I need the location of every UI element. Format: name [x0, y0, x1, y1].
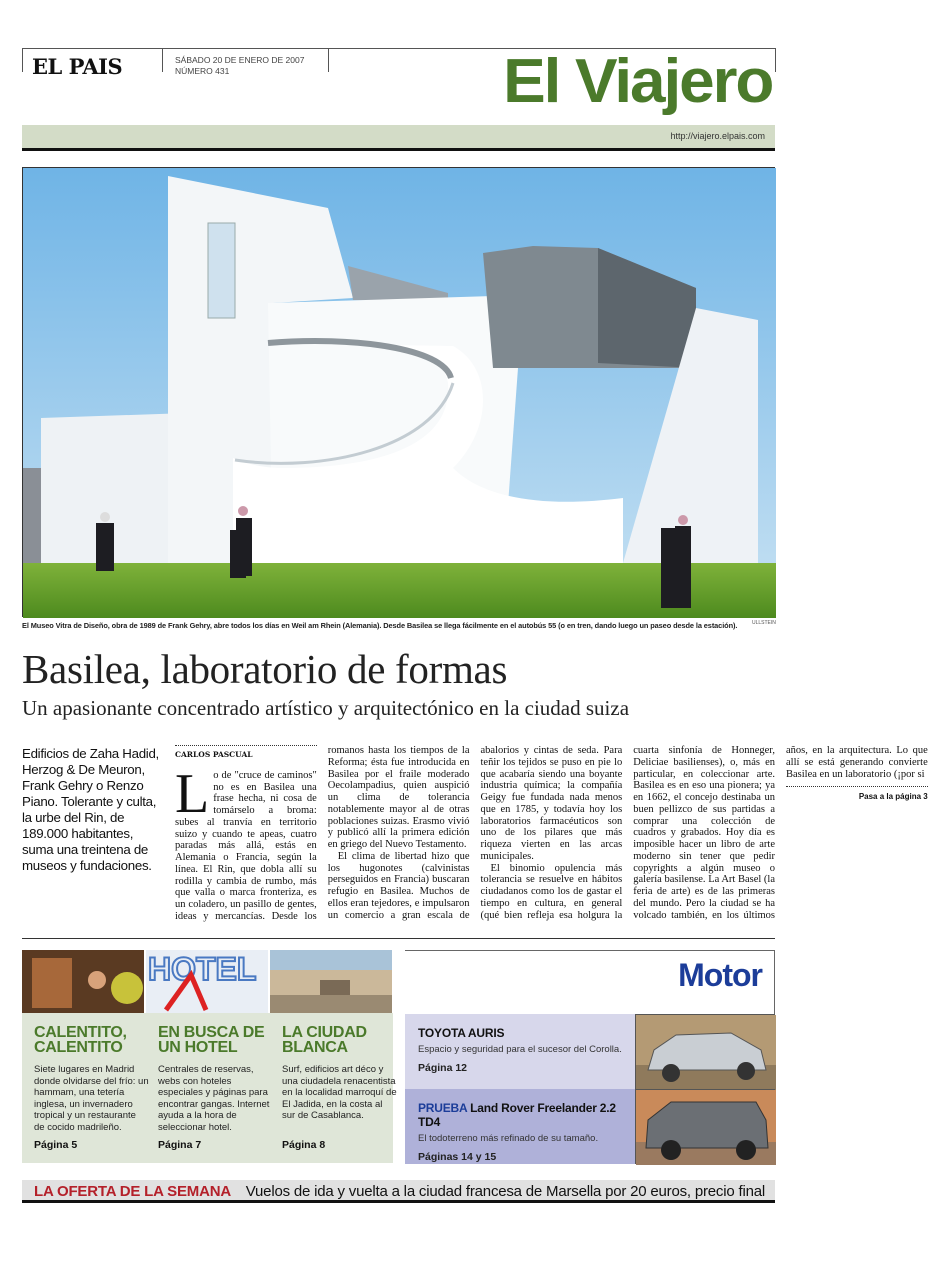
- motor-item-page: Páginas 14 y 15: [418, 1151, 497, 1163]
- motor-logo: Motor: [678, 957, 762, 993]
- continued-link[interactable]: Pasa a la página 3: [786, 786, 928, 803]
- paragraph-text: o de "cruce de caminos" no es en Basilea una frase hecha, ni cosa de tomárselo a broma: subes al tranvía en territorio suizo y cuando te apeas, cuatro paradas más allá, estás en Alemania o Francia, según la línea. El Rin, que dobla allí su rodilla y cambia de rumbo, más que valla o marca fronteriza, es un coladero, un pasillo de gentes, ideas y mercancías. Desde los romanos hasta los tiempos de la Reforma; ésta fue introducida en Basilea por el fraile moderado Oecolampadius, quien auspició un clima de tolerancia notablemente mayor al de otras poblaciones suizas. Erasmo vivió y publicó allí la primera edición en griego del Nuevo Testamento.: [175, 745, 470, 922]
- header-rule: [22, 148, 775, 151]
- article-body: [175, 745, 928, 923]
- promo-image-city[interactable]: [270, 950, 392, 1013]
- weekly-offer-bar[interactable]: [22, 1180, 775, 1203]
- drop-cap: L: [175, 762, 210, 825]
- toyota-photo[interactable]: [635, 1014, 775, 1089]
- promo-image-cafe[interactable]: [22, 950, 144, 1013]
- promo-page: Página 5: [34, 1139, 78, 1151]
- divider: [328, 48, 329, 72]
- promo-page: Página 7: [158, 1139, 202, 1151]
- promo-text: Siete lugares en Madrid donde olvidarse del frío: un hammam, una tetería inglesa, un invernadero tropical y un restaurante de cocido madrileño.: [34, 1064, 149, 1133]
- vitra-museum-photo: [23, 168, 776, 618]
- promo-text: Centrales de reservas, webs con hoteles especiales y páginas para encontrar gangas. Internet ayuda a la hora de seleccionar hotel.: [158, 1064, 270, 1133]
- motor-item-title: [418, 1101, 622, 1129]
- section-url[interactable]: http://viajero.elpais.com: [670, 131, 765, 141]
- promo-card[interactable]: [158, 1024, 273, 1151]
- motor-item-page: Página 12: [418, 1062, 468, 1074]
- issue-number: NÚMERO 431: [175, 66, 230, 76]
- promo-text: Surf, edificios art déco y una ciudadela renacentista en la localidad marroquí de El Jadida, en la costa al sur de Casablanca.: [282, 1064, 397, 1121]
- motor-title-text: Land Rover Freelander 2.2 TD4: [418, 1101, 616, 1129]
- promo-box: [22, 1013, 397, 1163]
- offer-label: LA OFERTA DE LA SEMANA: [34, 1183, 231, 1200]
- motor-kicker: PRUEBA: [418, 1101, 468, 1115]
- lead-photo: [22, 167, 775, 617]
- promo-title: CALENTITO, CALENTITO: [34, 1024, 127, 1056]
- photo-credit: ULLSTEIN: [752, 620, 776, 626]
- newspaper-logo: EL PAIS: [32, 54, 123, 79]
- promo-card[interactable]: [282, 1024, 397, 1151]
- promo-title: LA CIUDAD BLANCA: [282, 1024, 367, 1056]
- header-band: [22, 125, 775, 148]
- promo-card[interactable]: [34, 1024, 149, 1151]
- section-divider: [22, 938, 775, 939]
- svg-text:HOTEL: HOTEL: [148, 951, 257, 987]
- motor-item[interactable]: [405, 1089, 635, 1164]
- motor-item-text: El todoterreno más refinado de su tamaño.: [418, 1133, 599, 1144]
- motor-header: [405, 950, 775, 1014]
- section-logo: El Viajero: [502, 47, 772, 116]
- subheadline: Un apasionante concentrado artístico y arquitectónico en la ciudad suiza: [22, 696, 630, 720]
- motor-item-title: TOYOTA AURIS: [418, 1026, 505, 1040]
- issue-info: [175, 55, 304, 77]
- promo-title: EN BUSCA DE UN HOTEL: [158, 1024, 265, 1056]
- issue-date: SÁBADO 20 DE ENERO DE 2007: [175, 55, 305, 65]
- byline: CARLOS PASCUAL: [175, 745, 317, 761]
- headline: Basilea, laboratorio de formas: [22, 646, 508, 692]
- promo-image-hotel[interactable]: [146, 950, 268, 1013]
- promo-page: Página 8: [282, 1139, 326, 1151]
- divider: [22, 48, 23, 72]
- article-lede: Edificios de Zaha Hadid, Herzog & De Meuron, Frank Gehry o Renzo Piano. Tolerante y culta, la urbe del Rin, de 189.000 habitantes, suma una treintena de museos y fundaciones.: [22, 746, 159, 873]
- land-rover-photo[interactable]: [635, 1089, 775, 1164]
- motor-item-text: Espacio y seguridad para el sucesor del Corolla.: [418, 1044, 622, 1055]
- divider: [775, 48, 776, 72]
- motor-item[interactable]: [405, 1014, 635, 1089]
- article-paragraph: El clima de libertad hizo que los hugonotes (calvinistas perseguidos en Francia) buscaran refugio en Basilea. Muchos de ellos eran tejedores, e impulsaron un comercio a gran escala de abalorios y cintas de seda. Para teñir los tejidos se puso en pie lo que acabaría siendo una boyante industria química; la compañía Geigy fue fundada nada menos que en 1785, y todavía hoy los laboratorios farmacéuticos son uno de los pilares que más riqueza vierten en las arcas municipales.: [327, 745, 623, 921]
- divider: [162, 48, 163, 72]
- photo-caption: El Museo Vitra de Diseño, obra de 1989 de Frank Gehry, abre todos los días en Weil am Rhein (Alemania). Desde Basilea se llega fácilmente en el autobús 55 (o en tren, dando luego un paseo desde la estación).: [22, 621, 738, 630]
- article-paragraph: El binomio opulencia más tolerancia se resuelve en hábitos ciudadanos como los de gastar el tiempo en cultura, en general (qué bien refleja esa holgura la cuarta sinfonía de Honneger, Deliciae basilienses), o, más en particular, en coleccionar arte. Basilea es en eso una pionera; ya en 1662, el concejo destinaba un buen pellizco de sus partidas a comprar una colección de cuadros y grabados. Hoy día es imposible hacer un libro de arte moderno sin tener que pedir copyrights a algún museo o galería basilense. La Art Basel (la feria de arte) es de las primeras del mundo. Pero la ciudad se ha volcado también, en los últimos años, en la arquitectura. Lo que allí se está generando convierte Basilea en un laboratorio (¡por si: [480, 745, 928, 921]
- offer-text: Vuelos de ida y vuelta a la ciudad francesa de Marsella por 20 euros, precio final: [245, 1183, 765, 1200]
